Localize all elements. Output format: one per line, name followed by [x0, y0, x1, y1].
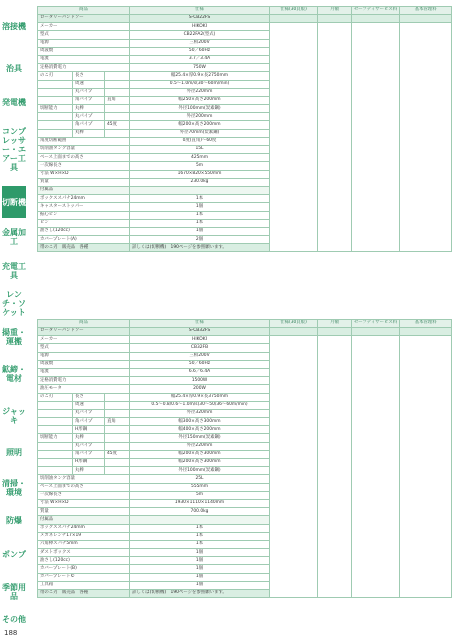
- table-cell: [105, 434, 130, 442]
- table-cell: 周波数: [38, 360, 130, 368]
- table-cell: 型式: [38, 344, 130, 352]
- sidebar-tab[interactable]: [2, 354, 26, 394]
- table-cell: 幅400×高さ200mm: [130, 426, 270, 434]
- sidebar-tab[interactable]: [2, 221, 26, 253]
- sidebar-tab[interactable]: [2, 508, 26, 532]
- table-cell: 丸棒: [73, 467, 105, 475]
- table-cell: 質量: [38, 178, 130, 186]
- table-cell: 帯のこ刃 販売品 各種: [38, 244, 130, 252]
- table-cell: [130, 186, 270, 194]
- sidebar-tab-label: 発電機: [2, 97, 26, 107]
- sidebar-tab[interactable]: [2, 536, 26, 572]
- table-cell: [38, 418, 73, 426]
- table-cell: [130, 516, 270, 524]
- table-cell: 幅250×高さ200mm: [130, 96, 270, 104]
- table-cell: [318, 23, 352, 252]
- sidebar-tab-label: 防爆: [6, 515, 22, 525]
- table-cell: 月額: [318, 7, 352, 15]
- sidebar-tab[interactable]: [2, 118, 26, 180]
- table-cell: [105, 459, 130, 467]
- table-cell: 仕様(30頁版): [270, 320, 318, 328]
- table-cell: 2個: [130, 236, 270, 244]
- table-cell: 定格消費電力: [38, 64, 130, 72]
- table-cell: 50／60Hz: [130, 47, 270, 55]
- table-cell: 1本: [130, 195, 270, 203]
- table-cell: 周波数: [38, 47, 130, 55]
- table-cell: セーフティサービス料: [352, 320, 400, 328]
- table-cell: [105, 80, 130, 88]
- table-cell: 425mm: [130, 154, 270, 162]
- table-cell: 丸棒: [73, 434, 105, 442]
- table-cell: S-CB32FS: [130, 328, 270, 336]
- table-cell: 1個: [130, 573, 270, 581]
- table-cell: 切削油タンク容量: [38, 146, 130, 154]
- table-cell: 700.0kg: [130, 508, 270, 516]
- sidebar-tab[interactable]: [2, 438, 26, 466]
- table-cell: 0.5～1.0m/s(30～60m/min): [130, 80, 270, 88]
- sidebar-tab[interactable]: [2, 578, 26, 606]
- page-number: 188: [4, 629, 18, 637]
- table-cell: 15L: [130, 146, 270, 154]
- table-cell: 200W: [130, 385, 270, 393]
- table-cell: [318, 15, 352, 23]
- sidebar-tab-label: コンプレッサー・エアー工具: [2, 126, 26, 172]
- table-cell: 3.7／3.4A: [130, 55, 270, 63]
- table-cell: 45度: [105, 121, 130, 129]
- table-cell: 型式: [38, 31, 130, 39]
- table-cell: [105, 88, 130, 96]
- table-cell: [38, 467, 73, 475]
- table-cell: 寸法 W×H×D: [38, 499, 130, 507]
- table-cell: 1個: [130, 227, 270, 235]
- table-cell: 丸パイプ: [73, 442, 105, 450]
- sidebar-tab[interactable]: [2, 55, 26, 81]
- table-cell: メーカー: [38, 23, 130, 31]
- table-cell: 1本: [130, 211, 270, 219]
- spec-table-cb32fs: [37, 319, 452, 598]
- table-cell: H形鋼: [73, 426, 105, 434]
- table-cell: [38, 442, 73, 450]
- table-cell: 1本: [130, 540, 270, 548]
- table-cell: S-CB22FS: [130, 15, 270, 23]
- table-cell: 付属品: [38, 516, 130, 524]
- table-cell: 丸棒: [73, 105, 105, 113]
- table-cell: 外径100mm(炭素鋼): [130, 467, 270, 475]
- table-cell: [105, 467, 130, 475]
- table-cell: 角パイプ: [73, 450, 105, 458]
- table-cell: 寸法 W×H×D: [38, 170, 130, 178]
- table-cell: 1個: [130, 557, 270, 565]
- table-cell: 丸パイプ: [73, 88, 105, 96]
- table-cell: [318, 336, 352, 598]
- table-cell: ロータリーバンドソー: [38, 15, 130, 23]
- sidebar-tab-label: レンチ・ソケット: [2, 289, 26, 317]
- table-cell: [105, 426, 130, 434]
- table-cell: 6.6／6.4A: [130, 368, 270, 376]
- table-cell: ベース上面までの高さ: [38, 483, 130, 491]
- sidebar-tab[interactable]: [2, 398, 26, 434]
- table-header-row: [38, 320, 452, 328]
- table-cell: 質量: [38, 508, 130, 516]
- table-cell: [38, 80, 73, 88]
- table-cell: 丸パイプ: [73, 113, 105, 121]
- table-cell: 1500W: [130, 377, 270, 385]
- table-cell: 1本: [130, 524, 270, 532]
- table-cell: 商品: [38, 320, 130, 328]
- sidebar-tab-label: 季節用品: [2, 583, 26, 601]
- table-cell: 1個: [130, 565, 270, 573]
- table-cell: ボックススパナ24mm: [38, 195, 130, 203]
- sidebar-tab[interactable]: [2, 610, 26, 628]
- table-cell: [38, 121, 73, 129]
- table-cell: 周速: [73, 80, 105, 88]
- sidebar-tab-label: ポンプ: [2, 549, 26, 559]
- table-cell: 長さ: [73, 393, 105, 401]
- sidebar-tab-label: 治具: [6, 63, 22, 73]
- sidebar-tab-label: 切断機: [2, 197, 26, 207]
- table-cell: [105, 393, 130, 401]
- table-cell: [352, 328, 400, 336]
- table-cell: 一次線長さ: [38, 162, 130, 170]
- table-cell: 定格消費電力: [38, 377, 130, 385]
- sidebar-tab[interactable]: [2, 288, 26, 318]
- table-cell: [38, 129, 73, 137]
- table-cell: 角パイプ: [73, 121, 105, 129]
- table-cell: 詳しくは(切断機) 190ページを参照願います。: [130, 590, 270, 598]
- sidebar-tab-label: その他: [2, 614, 26, 624]
- sidebar-tab[interactable]: [2, 4, 26, 48]
- sidebar-tab[interactable]: [2, 186, 26, 218]
- table-cell: [352, 23, 400, 252]
- table-cell: 丸パイプ: [73, 409, 105, 417]
- table-cell: 電源: [38, 352, 130, 360]
- table-cell: 1本: [130, 532, 270, 540]
- sidebar-tab[interactable]: [2, 472, 26, 504]
- table-cell: [400, 23, 452, 252]
- table-cell: 仕様: [130, 7, 270, 15]
- table-cell: 切削油タンク容量: [38, 475, 130, 483]
- table-cell: 1930×1110×1140mm: [130, 499, 270, 507]
- table-cell: 5m: [130, 162, 270, 170]
- table-cell: 月額: [318, 320, 352, 328]
- table-cell: [38, 96, 73, 104]
- table-cell: [38, 426, 73, 434]
- sidebar-tab-label: 鉱締・電材: [2, 365, 26, 383]
- sidebar-tab[interactable]: [2, 88, 26, 116]
- table-cell: メーカー: [38, 336, 130, 344]
- table-cell: 長さ: [73, 72, 105, 80]
- table-cell: 幅300×高さ300mm: [130, 418, 270, 426]
- table-cell: 仕様(30頁版): [270, 7, 318, 15]
- sidebar-tab[interactable]: [2, 256, 26, 286]
- table-cell: 電源: [38, 39, 130, 47]
- table-cell: 振心ピン: [38, 211, 130, 219]
- table-cell: 切断能力: [38, 105, 73, 113]
- table-cell: 50／60Hz: [130, 360, 270, 368]
- table-cell: 1個: [130, 203, 270, 211]
- table-cell: 電流: [38, 368, 130, 376]
- table-cell: 外径100mm(炭素鋼): [130, 105, 270, 113]
- table-cell: [38, 450, 73, 458]
- table-row: [38, 23, 452, 31]
- table-cell: 555mm: [130, 483, 270, 491]
- table-cell: [105, 72, 130, 80]
- table-cell: H形鋼: [73, 459, 105, 467]
- table-cell: [38, 88, 73, 96]
- table-header-row: [38, 7, 452, 15]
- table-cell: [38, 113, 73, 121]
- table-cell: 45度: [105, 450, 130, 458]
- table-cell: 1個: [130, 549, 270, 557]
- table-cell: 外径320mm: [130, 409, 270, 417]
- table-cell: 幅25.4×厚0.9×長2750mm: [130, 72, 270, 80]
- table-cell: カバープレート©: [38, 573, 130, 581]
- table-cell: ロータリーバンドソー: [38, 328, 130, 336]
- table-cell: セーフティサービス料: [352, 7, 400, 15]
- table-row: [38, 328, 452, 336]
- table-cell: HIKOKI: [130, 336, 270, 344]
- table-cell: 外径150mm(炭素鋼): [130, 434, 270, 442]
- sidebar-tab[interactable]: [2, 322, 26, 352]
- sidebar-tab-label: 金属加工: [2, 228, 26, 246]
- table-cell: [105, 129, 130, 137]
- table-cell: 基本管理料: [400, 7, 452, 15]
- table-cell: キャスターストッパー: [38, 203, 130, 211]
- table-cell: [270, 336, 318, 598]
- table-cell: 詳しくは(切断機) 190ページを参照願います。: [130, 244, 270, 252]
- table-cell: ダストボックス: [38, 549, 130, 557]
- table-cell: 幅200×高さ300mm: [130, 450, 270, 458]
- table-cell: 1670×820×550mm: [130, 170, 270, 178]
- table-cell: [38, 401, 73, 409]
- table-cell: 直角: [105, 418, 130, 426]
- spec-table-cb22fs: [37, 6, 452, 252]
- table-cell: 角度切断範囲: [38, 137, 130, 145]
- sidebar-tab-label: ジャッキ: [2, 407, 26, 425]
- table-cell: CB32FB: [130, 344, 270, 352]
- table-cell: [318, 328, 352, 336]
- category-sidebar: [0, 0, 30, 644]
- table-cell: 油圧モータ: [38, 385, 130, 393]
- table-cell: のこ刃: [38, 72, 73, 80]
- table-cell: のこ刃: [38, 393, 73, 401]
- sidebar-tab-label: 充電工具: [2, 262, 26, 280]
- table-cell: 付属品: [38, 186, 130, 194]
- table-cell: 切断能力: [38, 434, 73, 442]
- table-cell: 油さし(120cc): [38, 227, 130, 235]
- table-cell: [105, 442, 130, 450]
- table-cell: 外径70mm(炭素鋼): [130, 129, 270, 137]
- table-cell: カバープレート(A): [38, 236, 130, 244]
- table-cell: 商品: [38, 7, 130, 15]
- table-cell: 25L: [130, 475, 270, 483]
- table-cell: 角パイプ: [73, 418, 105, 426]
- table-cell: ピン: [38, 219, 130, 227]
- table-cell: [105, 113, 130, 121]
- table-cell: [105, 409, 130, 417]
- table-cell: 角パイプ: [73, 96, 105, 104]
- table-cell: 外径220mm: [130, 442, 270, 450]
- table-cell: 1本: [130, 219, 270, 227]
- table-cell: ベース上面までの高さ: [38, 154, 130, 162]
- table-cell: [270, 328, 318, 336]
- table-cell: ボックススパナ24mm: [38, 524, 130, 532]
- table-cell: [38, 409, 73, 417]
- table-cell: 工具箱: [38, 581, 130, 589]
- table-cell: 電流: [38, 55, 130, 63]
- table-cell: CB22FA2(型式): [130, 31, 270, 39]
- table-cell: [270, 23, 318, 252]
- table-cell: 油さし(120cc): [38, 557, 130, 565]
- table-cell: 仕様: [130, 320, 270, 328]
- table-cell: 帯のこ刃 販売品 各種: [38, 590, 130, 598]
- table-row: [38, 15, 452, 23]
- table-cell: 丸棒: [73, 129, 105, 137]
- table-cell: 0度(直角)～60度: [130, 137, 270, 145]
- table-cell: [352, 336, 400, 598]
- sidebar-tab-label: 揚重・運搬: [2, 328, 26, 346]
- sidebar-tab-label: 照明: [6, 447, 22, 457]
- table-cell: 外径200mm: [130, 113, 270, 121]
- table-cell: 三相200V: [130, 39, 270, 47]
- table-cell: 直角: [105, 96, 130, 104]
- table-cell: 0.5～0.8/0.6～1.0m/s(30～50/36～60m/min): [130, 401, 270, 409]
- table-cell: 5m: [130, 491, 270, 499]
- table-cell: 幅200×高さ300mm: [130, 459, 270, 467]
- table-cell: [105, 105, 130, 113]
- table-cell: [352, 15, 400, 23]
- table-cell: [400, 336, 452, 598]
- table-cell: 三相200V: [130, 352, 270, 360]
- table-cell: [400, 328, 452, 336]
- table-cell: 230.0kg: [130, 178, 270, 186]
- sidebar-tab-label: 清掃・環境: [2, 479, 26, 497]
- table-cell: 周速: [73, 401, 105, 409]
- table-cell: 一次線長さ: [38, 491, 130, 499]
- table-cell: [38, 459, 73, 467]
- table-cell: 幅200×高さ200mm: [130, 121, 270, 129]
- table-cell: [105, 401, 130, 409]
- table-cell: 1個: [130, 581, 270, 589]
- table-cell: 六角棒スパナ5mm: [38, 540, 130, 548]
- table-cell: 750W: [130, 64, 270, 72]
- table-cell: [400, 15, 452, 23]
- sidebar-tab-label: 溶接機: [2, 21, 26, 31]
- table-row: [38, 336, 452, 344]
- table-cell: 基本管理料: [400, 320, 452, 328]
- table-cell: HIKOKI: [130, 23, 270, 31]
- table-cell: メガネレンチ17×19: [38, 532, 130, 540]
- table-cell: 外径220mm: [130, 88, 270, 96]
- table-cell: 幅25.4×厚0.9×長3750mm: [130, 393, 270, 401]
- table-cell: カバープレート(B): [38, 565, 130, 573]
- table-cell: [270, 15, 318, 23]
